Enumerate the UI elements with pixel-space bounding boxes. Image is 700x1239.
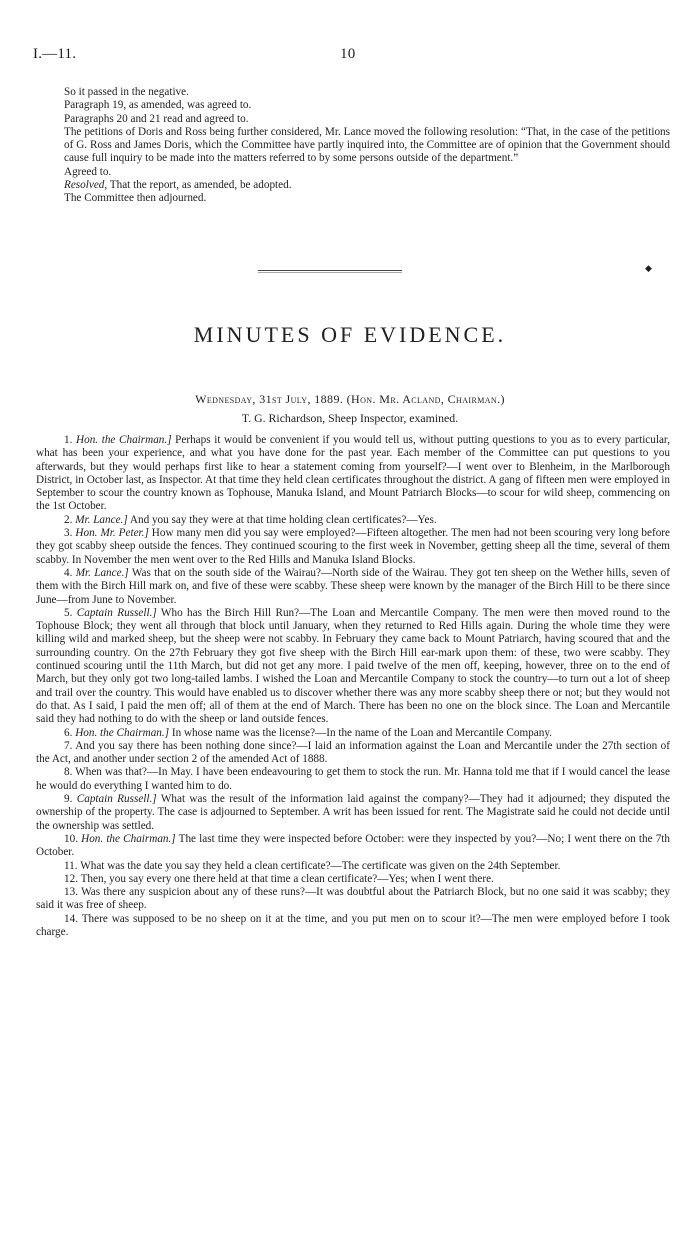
evidence-item: 11. What was the date you say they held a clean certificate?—The certificate was given on the 24th September. <box>64 859 561 872</box>
evidence-item: 13. Was there any suspicion about any of these runs?—It was doubtful about the Patriarch Block, but no one said it was scabby; they said it was free of sheep. <box>36 886 670 912</box>
evidence-item: 9. Captain Russell.] What was the result of the information laid against the company?—They had it adjourned; they disputed the ownership of the property. The case is adjourned to September. A writ has been issued for rent. The Magistrate said he could not decide until the ownership was settled. <box>36 793 670 832</box>
session-date-line: Wednesday, 31st July, 1889. (Hon. Mr. Acland, Chairman.) <box>195 392 505 406</box>
evidence-item: 10. Hon. the Chairman.] The last time they were inspected before October: were they inspected by you?—No; I went there on the 7th October. <box>36 832 670 859</box>
paragraph-negative: So it passed in the negative. <box>64 86 189 98</box>
witness-line <box>0 412 700 425</box>
page-number: 10 <box>340 46 356 62</box>
evidence-item: 1. Hon. the Chairman.] Perhaps it would be convenient if you would tell us, without putting questions to you as to every particular, what has been your experience, and what you have done for the past year. Each member of the Committee can put questions to you afterwards, but they would perhaps first like to hear a statement coming from yourself?—I went over to Blenheim, in the Marlborough District, in October last, as Inspector. At that time they held clean certificates throughout the district. A gang of fifteen men were employed in September to scour the country known as Tophouse, Manuka Island, and Mount Patriarch Blocks—to scour for wild sheep, commencing on the 1st October. <box>36 434 671 513</box>
adjourned-line: The Committee then adjourned. <box>64 192 207 205</box>
evidence-item: 5. Captain Russell.] Who has the Birch Hill Run?—The Loan and Mercantile Company. The men were then moved round to the Tophouse Block; they went all through that block until January, when they returned to Red Hills again. During the whole time they were killing wild and marked sheep, but the sheep were not scabby. In February they came back to Mount Patriarch, having scoured that and the surrounding country. On the 27th February they got five sheep with the Birch Hill ear-mark upon them: of these, two were scabby. They continued scouring until the 11th March, but did not get any more. I paid twelve of the men off, keeping, however, three on to the end of March, but they only got two long-tailed lambs. I wished the Loan and Mercantile Company to stock the country—to turn out a lot of sheep and trail over the country. This would have enabled us to discover whether there was any more scabby sheep there or not; but they would not do that. As I said, I paid the men off; all of them at the end of March. There has been no one on the block since. The Loan and Mercantile said they had nothing to do with the sheep or land outside fences. <box>36 606 670 726</box>
evidence-item: 6. Hon. the Chairman.] In whose name was the license?—In the name of the Loan and Mercantile Company. <box>64 726 552 739</box>
resolved-text: That the report, as amended, be adopted. <box>107 179 292 192</box>
section-divider <box>258 270 402 271</box>
evidence-body <box>36 434 670 939</box>
paragraphs-20-21-agreed: Paragraphs 20 and 21 read and agreed to. <box>64 112 249 125</box>
evidence-item: 4. Mr. Lance.] Was that on the south side of the Wairau?—North side of the Wairau. They got ten sheep on the Wether hills, seven of them with the Birch Hill mark on, and five of these were scabby. These sheep were known by the manager of the Birch Hill to be there since June—from June to November. <box>36 566 670 606</box>
minutes-heading: MINUTES OF EVIDENCE. <box>193 322 507 347</box>
committee-proceedings <box>64 86 670 206</box>
evidence-item: 14. There was supposed to be no sheep on it at the time, and you put men on to scour it?—The men were employed before I took charge. <box>36 912 670 938</box>
evidence-item: 12. Then, you say every one there held at that time a clean certificate?—Yes; when I went there. <box>64 872 494 885</box>
ink-dot: ◆ <box>645 263 652 273</box>
resolved-line <box>64 179 670 192</box>
witness-text: T. G. Richardson, Sheep Inspector, examined. <box>241 411 459 425</box>
evidence-item: 7. And you say there has been nothing done since?—I laid an information against the Loan and Mercantile under the 27th section of the Act, and another under section 2 of the amended Act of 1888. <box>36 739 670 766</box>
document-reference: I.—11. <box>33 46 77 62</box>
evidence-item: 8. When was that?—In May. I have been endeavouring to get them to stock the run. Mr. Hanna told me that if I would cancel the lease he would do everything I wanted him to do. <box>36 766 670 792</box>
resolved-label: Resolved, <box>64 179 108 192</box>
evidence-item: 3. Hon. Mr. Peter.] How many men did you say were employed?—Fifteen altogether. The men had not been scouring very long before they got scabby sheep outside the fences. They continued scouring to the first week in November, getting sheep all the time, several of them scabby. In November the men went over to the Red Hills and Manuka Island Blocks. <box>36 527 670 566</box>
petition-resolution-paragraph: The petitions of Doris and Ross being further considered, Mr. Lance moved the following resolution: “That, in the case of the petitions of G. Ross and James Doris, which the Committee have partly inquired into, the Committee are of opinion that the Government should cause full inquiry to be made into the matters referred to by some persons outside of the department.” <box>64 125 670 165</box>
agreed-line: Agreed to. <box>64 165 112 178</box>
evidence-item: 2. Mr. Lance.] And you say they were at that time holding clean certificates?—Yes. <box>64 513 437 526</box>
paragraph-19-agreed: Paragraph 19, as amended, was agreed to. <box>64 99 252 112</box>
